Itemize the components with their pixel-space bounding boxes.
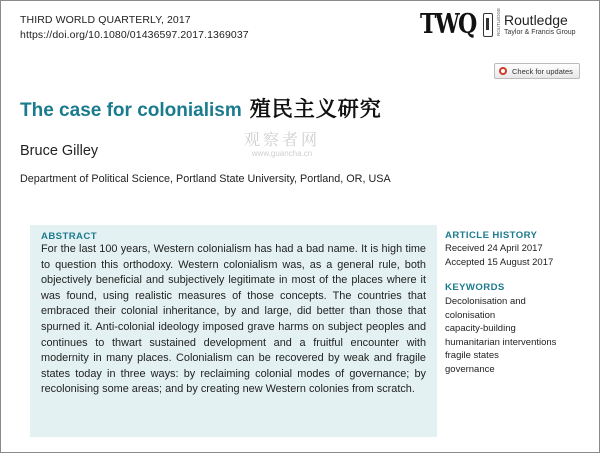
- journal-header: [20, 13, 249, 43]
- keyword-item[interactable]: fragile states: [445, 350, 499, 361]
- watermark-line-2: www.guancha.cn: [251, 149, 313, 158]
- twq-logo: TWQ: [420, 9, 476, 40]
- journal-name-year: THIRD WORLD QUARTERLY, 2017: [20, 14, 191, 26]
- doi-link[interactable]: https://doi.org/10.1080/01436597.2017.1369037: [20, 29, 249, 41]
- article-title-chinese: 殖民主义研究: [249, 96, 382, 121]
- check-updates-icon: [499, 67, 507, 75]
- publisher-text: [504, 12, 576, 37]
- received-date: Received 24 April 2017: [445, 243, 543, 254]
- keywords-heading: KEYWORDS: [445, 282, 505, 293]
- abstract-heading: ABSTRACT: [41, 231, 97, 242]
- abstract-text: For the last 100 years, Western colonialism has had a bad name. It is high time to question this orthodoxy. Western colonialism was, as a general rule, both objectively beneficial and subjectively legitimate in most of the places where it was found, using realistic measures of those concepts. The countries that embraced their colonial inheritance, by and large, did better than those that spurned it. Anti-colonial ideology imposed grave harms on subject peoples and continues to thwart sustained development and a fruitful encounter with modernity in many places. Colonialism can be recovered by weak and fragile states today in three ways: by reclaiming colonial modes of governance; by recolonising some areas; and by creating new Western colonies from scratch.: [41, 243, 426, 396]
- article-title: The case for colonialism: [20, 100, 242, 121]
- keyword-item[interactable]: Decolonisation and: [445, 296, 526, 307]
- title-row: [20, 93, 382, 123]
- publisher-subtitle: Taylor & Francis Group: [504, 29, 576, 36]
- check-for-updates-button[interactable]: [494, 63, 580, 79]
- author-name: Bruce Gilley: [20, 143, 99, 159]
- keyword-item[interactable]: colonisation: [445, 309, 496, 321]
- keyword-item[interactable]: humanitarian interventions: [445, 336, 557, 348]
- publisher-name: Routledge: [504, 12, 568, 28]
- abstract-box: [30, 225, 437, 437]
- keyword-item[interactable]: governance: [445, 363, 495, 375]
- article-history-heading: ARTICLE HISTORY: [445, 230, 538, 241]
- routledge-mark-icon: [483, 13, 493, 37]
- watermark-line-1: 观察者网: [244, 132, 321, 149]
- article-history: [445, 230, 553, 269]
- keyword-item[interactable]: capacity-building: [445, 323, 516, 334]
- accepted-date: Accepted 15 August 2017: [445, 256, 554, 268]
- routledge-logo: [483, 7, 576, 37]
- author-affiliation: Department of Political Science, Portland State University, Portland, OR, USA: [20, 173, 391, 185]
- routledge-vertical-text: ROUTLEDGE: [496, 7, 501, 36]
- watermark: [244, 127, 320, 158]
- keywords-section: [445, 282, 556, 376]
- check-updates-label: Check for updates: [512, 66, 573, 76]
